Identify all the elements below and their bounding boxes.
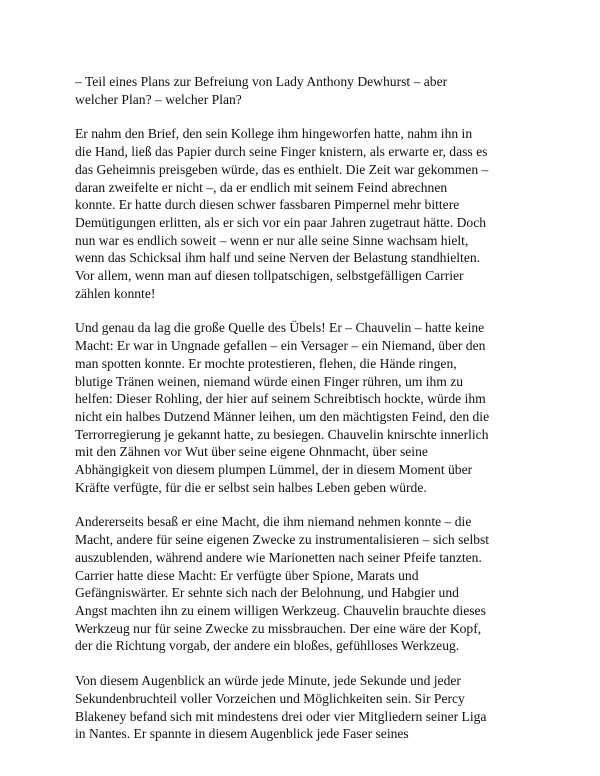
text-line: blutige Tränen weinen, niemand würde einen Finger rühren, um ihm zu	[75, 373, 464, 389]
text-line: Angst machten ihn zu einem willigen Werkzeug. Chauvelin brauchte dieses	[75, 602, 486, 618]
text-line: daran zweifelte er nicht –, da er endlich mit seinem Feind abrechnen	[75, 179, 448, 195]
text-line: welcher Plan? – welcher Plan?	[75, 91, 242, 107]
text-line: Blakeney befand sich mit mindestens drei oder vier Mitgliedern seiner Liga	[75, 708, 487, 724]
text-line: Er nahm den Brief, den sein Kollege ihm hingeworfen hatte, nahm ihn in	[75, 126, 473, 142]
paragraph-5	[75, 672, 545, 743]
paragraph-1	[75, 73, 545, 108]
text-line: Vor allem, wenn man auf diesen tollpatschigen, selbstgefälligen Carrier	[75, 268, 464, 284]
text-line: Macht, andere für seine eigenen Zwecke zu instrumentalisieren – sich selbst	[75, 532, 490, 548]
text-line: Demütigungen erlitten, als er sich vor ein paar Jahren zugetraut hätte. Doch	[75, 214, 487, 230]
text-line: zählen konnte!	[75, 285, 156, 301]
text-line: – Teil eines Plans zur Befreiung von Lady Anthony Dewhurst – aber	[75, 74, 448, 89]
text-line: Gefängniswärter. Er sehnte sich nach der Belohnung, und Habgier und	[75, 585, 459, 601]
text-line: nicht ein halbes Dutzend Männer leihen, um den mächtigsten Feind, den die	[75, 408, 490, 424]
text-line: Carrier hatte diese Macht: Er verfügte über Spione, Marats und	[75, 567, 419, 583]
text-line: Und genau da lag die große Quelle des Übels! Er – Chauvelin – hatte keine	[75, 320, 485, 336]
text-line: Macht: Er war in Ungnade gefallen – ein Versager – ein Niemand, über den	[75, 338, 486, 354]
body-text	[75, 73, 545, 760]
text-line: Abhängigkeit von diesem plumpen Lümmel, der in diesem Moment über	[75, 462, 473, 478]
text-line: in Nantes. Er spannte in diesem Augenblick jede Faser seines	[75, 726, 409, 742]
text-line: Terrorregierung je gekannt hatte, zu besiegen. Chauvelin knirschte innerlich	[75, 426, 489, 442]
text-line: Kräfte verfügte, für die er selbst sein halbes Leben geben würde.	[75, 479, 427, 495]
text-line: das Geheimnis preisgeben würde, das es enthielt. Die Zeit war gekommen –	[75, 161, 489, 177]
text-line: Sekundenbruchteil voller Vorzeichen und Möglichkeiten sein. Sir Percy	[75, 690, 465, 706]
text-line: Werkzeug nur für seine Zwecke zu missbrauchen. Der eine wäre der Kopf,	[75, 620, 482, 636]
text-line: wenn das Schicksal ihm half und seine Nerven der Belastung standhielten.	[75, 250, 481, 266]
text-line: helfen: Dieser Rohling, der hier auf seinem Schreibtisch hockte, würde ihm	[75, 391, 486, 407]
text-line: auszublenden, während andere wie Marionetten nach seiner Pfeife tanzten.	[75, 549, 482, 565]
text-line: mit den Zähnen vor Wut über seine eigene Ohnmacht, über seine	[75, 444, 428, 460]
paragraph-3	[75, 319, 545, 496]
text-line: die Hand, ließ das Papier durch seine Finger knistern, als erwarte er, dass es	[75, 144, 488, 160]
text-line: man spotten konnte. Er mochte protestieren, flehen, die Hände ringen,	[75, 355, 457, 371]
paragraph-2	[75, 125, 545, 302]
text-line: Von diesem Augenblick an würde jede Minute, jede Sekunde und jeder	[75, 673, 461, 689]
text-line: konnte. Er hatte durch diesen schwer fassbaren Pimpernel mehr bittere	[75, 197, 460, 213]
text-line: nun war es endlich soweit – wenn er nur alle seine Sinne wachsam hielt,	[75, 232, 469, 248]
text-line: Andererseits besaß er eine Macht, die ihm niemand nehmen konnte – die	[75, 514, 472, 530]
text-line: der die Richtung vorgab, der andere ein bloßes, gefühlloses Werkzeug.	[75, 638, 460, 654]
paragraph-4	[75, 513, 545, 655]
